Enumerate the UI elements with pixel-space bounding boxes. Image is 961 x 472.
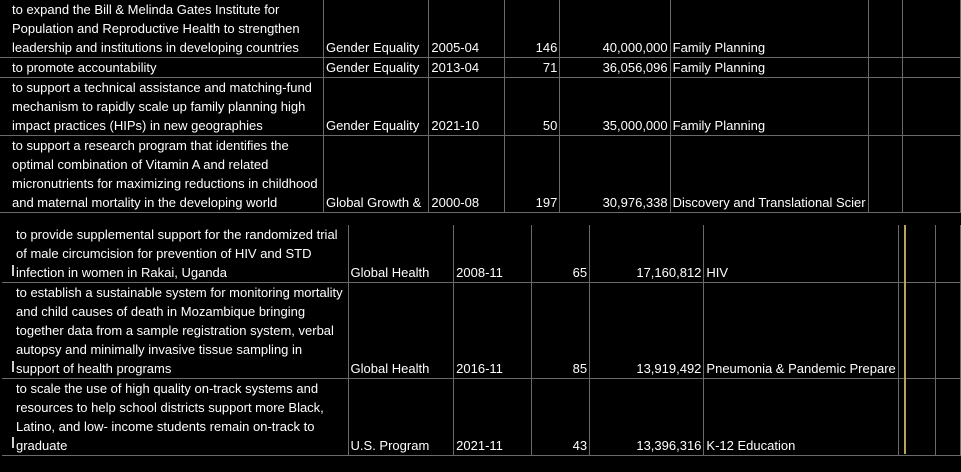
empty-cell[interactable]	[903, 0, 961, 58]
grants-table-lower	[2, 225, 961, 456]
date-cell[interactable]: 2005-04	[429, 0, 504, 58]
empty-cell[interactable]	[868, 136, 903, 213]
amount-cell[interactable]: 36,056,096	[560, 58, 670, 78]
date-cell[interactable]: 2008-11	[454, 225, 532, 283]
duration-cell[interactable]: 197	[504, 136, 560, 213]
topic-cell[interactable]: Family Planning	[670, 58, 868, 78]
date-cell[interactable]: 2000-08	[429, 136, 504, 213]
topic-cell[interactable]: K-12 Education	[704, 379, 898, 456]
description-cell[interactable]: to promote accountability	[0, 58, 323, 78]
date-cell[interactable]: 2016-11	[454, 283, 532, 379]
description-cell[interactable]: to scale the use of high quality on-track systems and resources to help school districts support more Black, Latino, and low- income students remain on-track to graduate	[2, 379, 348, 456]
topic-cell[interactable]: Discovery and Translational Scier	[670, 136, 868, 213]
division-cell[interactable]: U.S. Program	[348, 379, 454, 456]
description-cell[interactable]: to support a technical assistance and matching-fund mechanism to rapidly scale up family planning high impact practices (HIPs) in new geographies	[0, 78, 323, 136]
empty-cell[interactable]	[936, 283, 961, 379]
row-marker-tick	[12, 361, 14, 372]
division-cell[interactable]: Global Growth &	[323, 136, 428, 213]
empty-cell[interactable]	[868, 78, 903, 136]
division-cell[interactable]: Global Health	[348, 225, 454, 283]
topic-cell[interactable]: Pneumonia & Pandemic Prepare	[704, 283, 898, 379]
amount-cell[interactable]: 40,000,000	[560, 0, 670, 58]
division-cell[interactable]: Gender Equality	[323, 0, 428, 58]
division-cell[interactable]: Global Health	[348, 283, 454, 379]
division-cell[interactable]: Gender Equality	[323, 78, 428, 136]
duration-cell[interactable]: 43	[531, 379, 589, 456]
amount-cell[interactable]: 30,976,338	[560, 136, 670, 213]
description-cell[interactable]: to expand the Bill & Melinda Gates Institute for Population and Reproductive Health to strengthen leadership and institutions in developing countries	[0, 0, 323, 58]
table-row[interactable]	[0, 0, 961, 58]
table-row[interactable]	[2, 283, 961, 379]
empty-cell[interactable]	[936, 379, 961, 456]
topic-cell[interactable]: Family Planning	[670, 78, 868, 136]
empty-cell[interactable]	[903, 136, 961, 213]
description-cell[interactable]: to provide supplemental support for the randomized trial of male circumcision for prevention of HIV and STD infection in women in Rakai, Uganda	[2, 225, 348, 283]
column-edge-marker	[904, 225, 906, 454]
description-cell[interactable]: to establish a sustainable system for monitoring mortality and child causes of death in Mozambique bringing together data from a sample registration system, verbal autopsy and minimally invasive tissue sampling in support of health programs	[2, 283, 348, 379]
date-cell[interactable]: 2021-10	[429, 78, 504, 136]
amount-cell[interactable]: 35,000,000	[560, 78, 670, 136]
amount-cell[interactable]: 17,160,812	[590, 225, 704, 283]
division-cell[interactable]: Gender Equality	[323, 58, 428, 78]
table-row[interactable]	[2, 225, 961, 283]
empty-cell[interactable]	[903, 78, 961, 136]
description-cell[interactable]: to support a research program that identifies the optimal combination of Vitamin A and related micronutrients for maximizing reductions in childhood and maternal mortality in the developing world	[0, 136, 323, 213]
empty-cell[interactable]	[868, 58, 903, 78]
topic-cell[interactable]: Family Planning	[670, 0, 868, 58]
duration-cell[interactable]: 65	[531, 225, 589, 283]
table-row[interactable]	[0, 136, 961, 213]
duration-cell[interactable]: 85	[531, 283, 589, 379]
row-marker-tick	[12, 437, 14, 448]
duration-cell[interactable]: 50	[504, 78, 560, 136]
duration-cell[interactable]: 146	[504, 0, 560, 58]
date-cell[interactable]: 2021-11	[454, 379, 532, 456]
table-row[interactable]	[0, 58, 961, 78]
duration-cell[interactable]: 71	[504, 58, 560, 78]
table-row[interactable]	[2, 379, 961, 456]
table-row[interactable]	[0, 78, 961, 136]
empty-cell[interactable]	[903, 58, 961, 78]
date-cell[interactable]: 2013-04	[429, 58, 504, 78]
empty-cell[interactable]	[868, 0, 903, 58]
empty-cell[interactable]	[936, 225, 961, 283]
amount-cell[interactable]: 13,919,492	[590, 283, 704, 379]
topic-cell[interactable]: HIV	[704, 225, 898, 283]
amount-cell[interactable]: 13,396,316	[590, 379, 704, 456]
row-marker-tick	[12, 265, 14, 276]
grants-table-upper	[0, 0, 961, 213]
